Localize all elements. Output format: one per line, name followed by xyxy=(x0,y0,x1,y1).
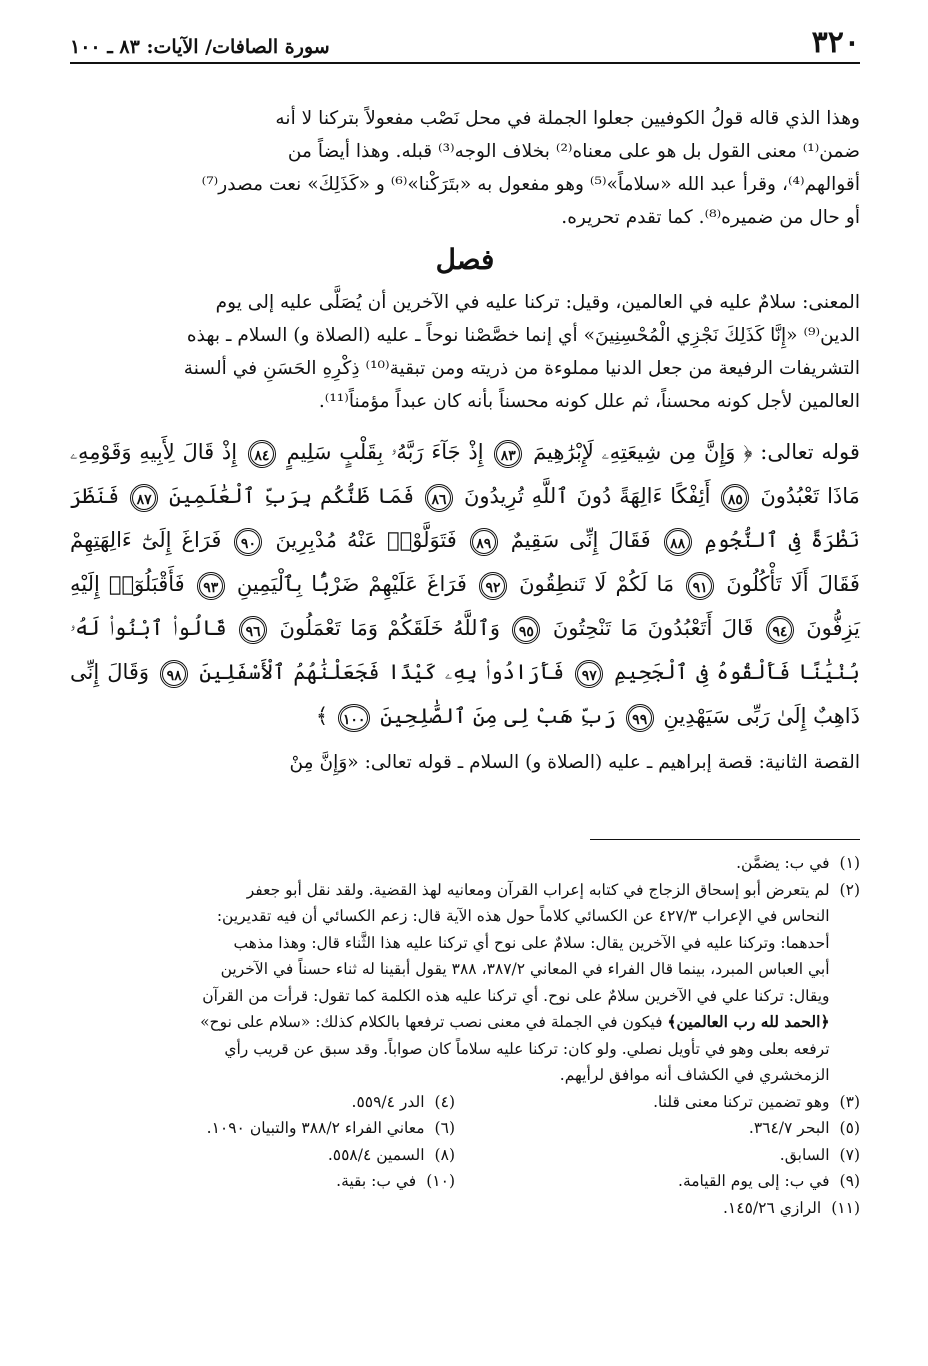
footnote-number: (١) xyxy=(839,854,860,872)
quoted-verse: ﴿الحمد لله رب العالمين﴾ xyxy=(667,1012,830,1031)
footnote-line: النحاس في الإعراب ٤٢٧/٣ عن الكسائي كلاماً حول هذه الآية قال: زعم الكسائي أن فيه تقديرين: xyxy=(216,907,830,925)
aya-number-marker: ٩٢ xyxy=(479,572,507,600)
verse-text: فَأَرَادُوا۟ بِهِۦ كَيْدًا فَجَعَلْنَٰهُمُ ٱلْأَسْفَلِينَ xyxy=(199,660,565,684)
verse xyxy=(422,484,710,508)
surah-title: سورة الصافات/ الآيات: ٨٣ ـ ١٠٠ xyxy=(70,36,330,58)
footnote-line: أبي العباس المبرد، بينما قال الفراء في المعاني ٣٨٧/٢، ٣٨٨ يقول أبقينا له ثناء حسناً في الآخرين xyxy=(220,960,830,978)
text-line: أقوالهم⁽⁴⁾، وقرأ عبد الله «سلاماً»⁽⁵⁾ وهو مفعول به «بتَرَكْنا»⁽⁶⁾ و «كَذَلِكَ» نعت مصدر⁽⁷⁾ xyxy=(201,174,860,195)
aya-number-marker: ٨٥ xyxy=(721,484,749,512)
aya-number-marker: ٩٩ xyxy=(626,704,654,732)
verse xyxy=(509,616,753,640)
verse-text: فَأَقْبَلُوٓا۟ إِلَيْهِ يَزِفُّونَ xyxy=(70,572,860,640)
verse xyxy=(236,616,500,640)
text-line: وهذا الذي قاله قولُ الكوفيين جعلوا الجملة في محل نَصْب مفعولاً بتركنا لا أنه xyxy=(275,108,860,129)
footnote-text: الرازي ١٤٥/٢٦. xyxy=(722,1198,822,1217)
aya-number-marker: ٨٦ xyxy=(425,484,453,512)
quran-block xyxy=(70,430,860,738)
footnote xyxy=(70,877,860,1089)
footnote-line: أحدهما: وتركنا عليه في الآخرين يقال: سلامٌ على نوح أي تركنا عليه هذا الثَّناء قال: وهذا مذهب xyxy=(233,933,830,952)
verse xyxy=(194,572,467,596)
footnote-text: السابق. xyxy=(779,1145,830,1164)
footnote xyxy=(475,1089,860,1116)
verse-text: فَرَاغَ إِلَىٰٓ ءَالِهَتِهِمْ فَقَالَ أَلَا تَأْكُلُونَ xyxy=(70,528,860,596)
aya-number-marker: ٨٧ xyxy=(130,484,158,512)
footnote xyxy=(70,850,860,877)
verse xyxy=(467,528,651,552)
aya-number-marker: ٩٥ xyxy=(512,616,540,644)
quran-outro: ﴾ xyxy=(315,704,329,728)
footnote-line-rest: فيكون في الجملة في معنى نصب ترفعها بالكلام كذلك: «سلام على نوح» xyxy=(200,1013,668,1031)
verse xyxy=(335,704,616,728)
footnote xyxy=(70,1089,455,1116)
footnote xyxy=(475,1115,860,1142)
footnote-line: ويقال: تركنا علي في الآخرين سلامٌ على نوح. أي تركنا عليه هذه الكلمة كما تقول: قرأت من القرآن xyxy=(202,986,830,1005)
footnote-number: (٤) xyxy=(434,1092,455,1111)
aya-number-marker: ١٠٠ xyxy=(338,704,371,732)
verse-text: إِذْ جَآءَ رَبَّهُۥ بِقَلْبٍ سَلِيمٍ xyxy=(286,440,484,464)
footnote-text: معاني الفراء ٣٨٨/٢ والتبيان ١٠٩٠. xyxy=(206,1119,425,1137)
aya-number-marker: ٨٤ xyxy=(248,440,276,468)
footnote-text: الدر ٥٥٩/٤. xyxy=(351,1092,425,1111)
aya-number-marker: ٨٣ xyxy=(494,440,522,468)
aya-number-marker: ٨٩ xyxy=(470,528,498,556)
verse-text: قَالَ أَتَعْبُدُونَ مَا تَنْحِتُونَ xyxy=(552,616,754,640)
footnote-line: لم يتعرض أبو إسحاق الزجاج في كتابه إعراب القرآن ومعانيه لهذ القضية. ولقد نقل أبو جعفر xyxy=(246,880,830,899)
verse-text: قَالُوا۟ ٱبْنُوا۟ لَهُۥ بُنْيَٰنًا فَأَلْقُوهُ فِى ٱلْجَحِيمِ xyxy=(70,616,860,684)
footnote-number: (٥) xyxy=(839,1119,860,1137)
story-paragraph: القصة الثانية: قصة إبراهيم ـ عليه (الصلاة و) السلام ـ قوله تعالى: «وَإِنَّ مِنْ xyxy=(289,752,860,773)
text-line: أو حال من ضميره⁽⁸⁾. كما تقدم تحريره. xyxy=(561,207,860,228)
aya-number-marker: ٩٨ xyxy=(160,660,188,688)
intro-paragraph xyxy=(70,102,860,234)
footnote-text: وهو تضمين تركنا معنى قلنا. xyxy=(653,1092,830,1111)
footnote-number: (٣) xyxy=(839,1092,860,1111)
aya-number-marker: ٨٨ xyxy=(664,528,692,556)
verse-text: فَقَالَ إِنِّى سَقِيمٌ xyxy=(510,528,651,552)
footnote-line: الزمخشري في الكشاف أنه موافق لرأيهم. xyxy=(559,1066,830,1084)
footnote-divider xyxy=(590,839,860,840)
footnote-number: (٢) xyxy=(839,880,860,899)
verse xyxy=(157,660,564,684)
footnote xyxy=(70,1142,455,1169)
footnote-line: ترفعه بعلى وهو في تأويل نصلي. ولو كان: تركنا عليه سلاماً كان صواباً. وقد سبق عن قريب رأي xyxy=(224,1039,830,1058)
footnote-number: (٩) xyxy=(839,1172,860,1190)
aya-number-marker: ٩٤ xyxy=(766,616,794,644)
verse-text: وَٱللَّهُ خَلَقَكُمْ وَمَا تَعْمَلُونَ xyxy=(279,616,501,640)
footnote-text: في ب: بقية. xyxy=(336,1172,417,1190)
text-line: الدين⁽⁹⁾ «إِنَّا كَذَلِكَ نَجْزِي الْمُحْسِنِينَ» أي إنما خصَّصْنا نوحاً ـ عليه (الصلاة و) السلام ـ بهذه xyxy=(186,325,860,346)
footnote xyxy=(70,1195,860,1222)
verse xyxy=(231,528,456,552)
footnote-text: السمين ٥٥٨/٤. xyxy=(327,1145,425,1164)
aya-number-marker: ٩٧ xyxy=(575,660,603,688)
verse-text: وَإِنَّ مِن شِيعَتِهِۦ لَإِبْرَٰهِيمَ xyxy=(533,440,736,464)
text-line: المعنى: سلامٌ عليه في العالمين، وقيل: تركنا عليه في الآخرين أن يُصَلَّى عليه إلى يوم xyxy=(215,292,860,313)
text-line: التشريفات الرفيعة من جعل الدنيا مملوءة من ذريته ومن تبقية⁽¹⁰⁾ ذِكْرِهِ الحَسَنِ في ألسنة xyxy=(183,358,860,379)
footnote xyxy=(475,1168,860,1195)
footnote-grid xyxy=(70,1089,860,1195)
footnote-number: (٨) xyxy=(434,1145,455,1164)
verse-text: فَنَظَرَ نَظْرَةً فِى ٱلنُّجُومِ xyxy=(70,484,860,552)
meaning-paragraph xyxy=(70,286,860,418)
book-page xyxy=(70,25,860,1221)
verse-text: فَرَاغَ عَلَيْهِمْ ضَرْبًۢا بِٱلْيَمِينِ xyxy=(236,572,467,596)
verse-text: فَمَا ظَنُّكُم بِرَبِّ ٱلْعَٰلَمِينَ xyxy=(169,484,415,508)
aya-number-marker: ٩٣ xyxy=(197,572,225,600)
text-line: العالمين لأجل كونه محسناً، ثم علل كونه محسناً بأنه كان عبداً مؤمناً⁽¹¹⁾. xyxy=(318,391,860,412)
footnote-number: (١١) xyxy=(831,1198,860,1217)
text-line: ضمن⁽¹⁾ معنى القول بل هو على معناه⁽²⁾ بخلاف الوجه⁽³⁾ قبله. وهذا أيضاً من xyxy=(287,141,860,162)
verse xyxy=(245,440,484,464)
verse-text: مَا لَكُمْ لَا تَنطِقُونَ xyxy=(519,572,675,596)
verse-text: وَقَالَ إِنِّى ذَاهِبٌ إِلَىٰ رَبِّى سَيَهْدِينِ xyxy=(70,660,860,728)
verse-text: أَئِفْكًا ءَالِهَةً دُونَ ٱللَّهِ تُرِيدُونَ xyxy=(463,484,711,508)
aya-number-marker: ٩١ xyxy=(686,572,714,600)
footnote-number: (٧) xyxy=(839,1145,860,1164)
verse-text: إِذْ قَالَ لِأَبِيهِ وَقَوْمِهِۦ مَاذَا تَعْبُدُونَ xyxy=(70,440,860,508)
footnote xyxy=(475,1142,860,1169)
aya-number-marker: ٩٠ xyxy=(234,528,262,556)
footnote-text: في ب: إلى يوم القيامة. xyxy=(678,1172,830,1190)
footnote xyxy=(70,1115,455,1142)
verse-text: فَتَوَلَّوْا۟ عَنْهُ مُدْبِرِينَ xyxy=(275,528,457,552)
verse xyxy=(476,572,674,596)
page-header xyxy=(70,25,860,64)
section-heading: فصل xyxy=(435,243,495,276)
footnote-text: في ب: يضمَّن. xyxy=(736,854,830,872)
footnote xyxy=(70,1168,455,1195)
verse-text: رَبِّ هَبْ لِى مِنَ ٱلصَّٰلِحِينَ xyxy=(380,704,617,728)
footnote-number: (١٠) xyxy=(426,1172,455,1190)
verse xyxy=(491,440,735,464)
page-number: ٣٢٠ xyxy=(811,25,860,60)
aya-number-marker: ٩٦ xyxy=(239,616,267,644)
footnote-text xyxy=(70,877,830,1089)
quran-intro: قوله تعالى: ﴿ xyxy=(743,440,860,464)
footnote-line xyxy=(70,1009,830,1036)
footnote-text: البحر ٣٦٤/٧. xyxy=(748,1119,830,1137)
footnote-number: (٦) xyxy=(434,1119,455,1137)
verse xyxy=(127,484,414,508)
footnotes xyxy=(70,850,860,1221)
